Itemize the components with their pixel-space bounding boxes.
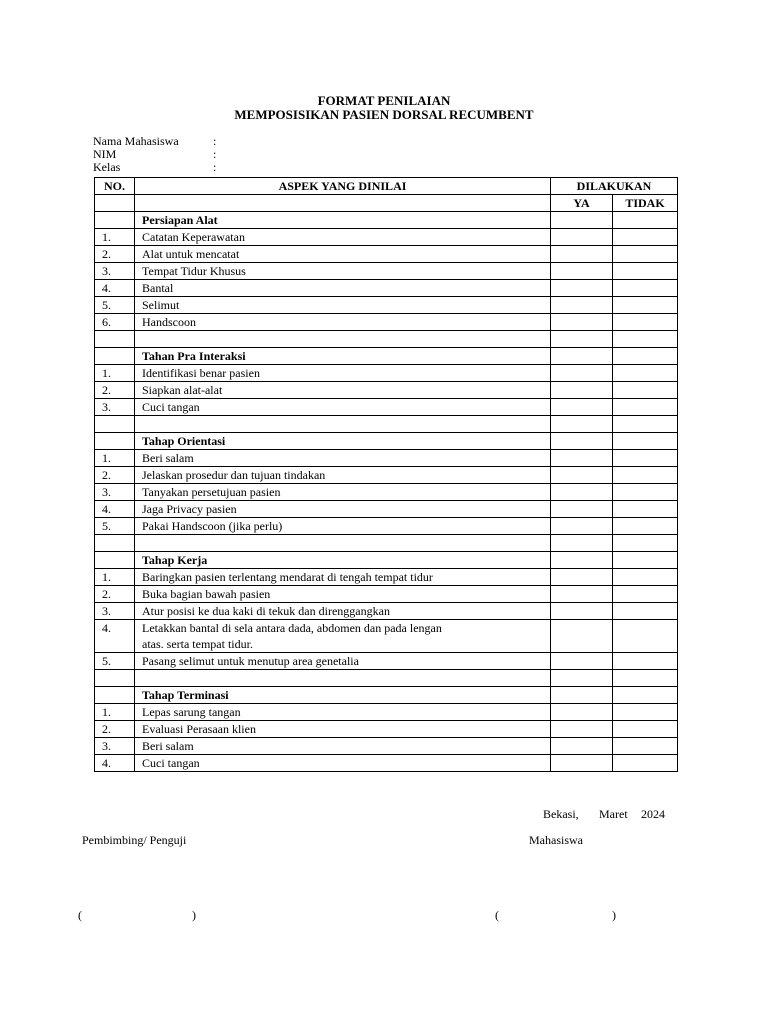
item-number: 4. bbox=[95, 501, 135, 518]
section-title-row bbox=[95, 433, 678, 450]
info-label: NIM bbox=[93, 147, 117, 161]
item-number: 2. bbox=[95, 467, 135, 484]
ya-cell[interactable] bbox=[551, 687, 613, 704]
item-number: 3. bbox=[95, 603, 135, 620]
item-aspek bbox=[135, 450, 551, 467]
table-row bbox=[95, 314, 678, 331]
item-text: Handscoon bbox=[142, 315, 196, 329]
item-aspek bbox=[135, 620, 551, 653]
item-text: Bantal bbox=[142, 281, 174, 295]
tidak-cell[interactable] bbox=[613, 263, 678, 280]
section-title-row bbox=[95, 348, 678, 365]
item-number: 1. bbox=[95, 450, 135, 467]
item-text: Alat untuk mencatat bbox=[142, 247, 240, 261]
info-label: Kelas bbox=[93, 160, 121, 174]
signature-right-open-paren: ( bbox=[495, 908, 499, 922]
table-row bbox=[95, 704, 678, 721]
item-text: Siapkan alat-alat bbox=[142, 383, 223, 397]
tidak-cell[interactable] bbox=[613, 365, 678, 382]
ya-cell[interactable] bbox=[551, 620, 613, 653]
empty-cell bbox=[95, 687, 135, 704]
empty-cell bbox=[95, 331, 135, 348]
ya-cell[interactable] bbox=[551, 704, 613, 721]
ya-cell[interactable] bbox=[551, 348, 613, 365]
spacer-row bbox=[95, 670, 678, 687]
tidak-cell[interactable] bbox=[613, 501, 678, 518]
item-number: 5. bbox=[95, 297, 135, 314]
table-row bbox=[95, 501, 678, 518]
empty-cell bbox=[135, 535, 551, 552]
table-header-row bbox=[95, 178, 678, 195]
header-aspek: ASPEK YANG DINILAI bbox=[135, 178, 551, 195]
item-number: 3. bbox=[95, 263, 135, 280]
item-text: Beri salam bbox=[142, 451, 194, 465]
ya-cell[interactable] bbox=[551, 212, 613, 229]
item-aspek bbox=[135, 653, 551, 670]
header-dilakukan: DILAKUKAN bbox=[551, 178, 678, 195]
tidak-cell[interactable] bbox=[613, 246, 678, 263]
tidak-cell[interactable] bbox=[613, 433, 678, 450]
item-aspek bbox=[135, 755, 551, 772]
tidak-cell[interactable] bbox=[613, 314, 678, 331]
item-aspek bbox=[135, 263, 551, 280]
ya-cell[interactable] bbox=[551, 586, 613, 603]
table-row bbox=[95, 721, 678, 738]
ya-cell[interactable] bbox=[551, 314, 613, 331]
item-text: Cuci tangan bbox=[142, 400, 200, 414]
item-text: Cuci tangan bbox=[142, 756, 200, 770]
item-aspek bbox=[135, 297, 551, 314]
item-number: 1. bbox=[95, 704, 135, 721]
item-aspek bbox=[135, 382, 551, 399]
section-title-row bbox=[95, 212, 678, 229]
tidak-cell[interactable] bbox=[613, 450, 678, 467]
signature-left-role: Pembimbing/ Penguji bbox=[82, 833, 187, 847]
ya-cell[interactable] bbox=[551, 552, 613, 569]
table-row bbox=[95, 620, 678, 653]
item-text: Beri salam bbox=[142, 739, 194, 753]
item-aspek bbox=[135, 314, 551, 331]
tidak-cell[interactable] bbox=[613, 348, 678, 365]
tidak-cell[interactable] bbox=[613, 297, 678, 314]
empty-cell bbox=[551, 331, 613, 348]
tidak-cell[interactable] bbox=[613, 755, 678, 772]
item-text: Selimut bbox=[142, 298, 180, 312]
table-row bbox=[95, 297, 678, 314]
item-text: Catatan Keperawatan bbox=[142, 230, 245, 244]
signature-left-close-paren: ) bbox=[192, 908, 196, 922]
item-text: Tanyakan persetujuan pasien bbox=[142, 485, 281, 499]
spacer-row bbox=[95, 416, 678, 433]
item-aspek bbox=[135, 484, 551, 501]
form-subtitle: MEMPOSISIKAN PASIEN DORSAL RECUMBENT bbox=[234, 107, 534, 122]
item-number: 5. bbox=[95, 518, 135, 535]
empty-cell bbox=[613, 535, 678, 552]
empty-cell bbox=[135, 416, 551, 433]
empty-cell bbox=[95, 552, 135, 569]
item-aspek bbox=[135, 365, 551, 382]
tidak-cell[interactable] bbox=[613, 569, 678, 586]
ya-cell[interactable] bbox=[551, 518, 613, 535]
item-aspek bbox=[135, 704, 551, 721]
item-text: Evaluasi Perasaan klien bbox=[142, 722, 256, 736]
section-title: Tahap Terminasi bbox=[135, 687, 551, 704]
tidak-cell[interactable] bbox=[613, 687, 678, 704]
tidak-cell[interactable] bbox=[613, 484, 678, 501]
subheader-aspek-blank bbox=[135, 195, 551, 212]
item-text: Identifikasi benar pasien bbox=[142, 366, 260, 380]
table-row bbox=[95, 569, 678, 586]
item-text: Baringkan pasien terlentang mendarat di tengah tempat tidur bbox=[142, 570, 433, 584]
tidak-cell[interactable] bbox=[613, 399, 678, 416]
ya-cell[interactable] bbox=[551, 229, 613, 246]
item-number: 1. bbox=[95, 229, 135, 246]
table-row bbox=[95, 382, 678, 399]
item-number: 1. bbox=[95, 569, 135, 586]
assessment-table bbox=[94, 177, 678, 772]
item-aspek bbox=[135, 501, 551, 518]
ya-cell[interactable] bbox=[551, 365, 613, 382]
tidak-cell[interactable] bbox=[613, 721, 678, 738]
item-aspek bbox=[135, 569, 551, 586]
ya-cell[interactable] bbox=[551, 467, 613, 484]
tidak-cell[interactable] bbox=[613, 467, 678, 484]
tidak-cell[interactable] bbox=[613, 620, 678, 653]
item-text: Tempat Tidur Khusus bbox=[142, 264, 246, 278]
tidak-cell[interactable] bbox=[613, 552, 678, 569]
empty-cell bbox=[135, 670, 551, 687]
section-title: Persiapan Alat bbox=[135, 212, 551, 229]
table-row bbox=[95, 399, 678, 416]
item-number: 1. bbox=[95, 365, 135, 382]
table-row bbox=[95, 518, 678, 535]
info-separator: : bbox=[213, 147, 217, 161]
ya-cell[interactable] bbox=[551, 738, 613, 755]
ya-cell[interactable] bbox=[551, 484, 613, 501]
empty-cell bbox=[613, 670, 678, 687]
empty-cell bbox=[551, 535, 613, 552]
subheader-no-blank bbox=[95, 195, 135, 212]
tidak-cell[interactable] bbox=[613, 586, 678, 603]
item-number: 2. bbox=[95, 246, 135, 263]
item-aspek bbox=[135, 738, 551, 755]
header-ya: YA bbox=[551, 195, 613, 212]
tidak-cell[interactable] bbox=[613, 738, 678, 755]
section-title: Tahap Kerja bbox=[135, 552, 551, 569]
item-text: Lepas sarung tangan bbox=[142, 705, 241, 719]
item-number: 5. bbox=[95, 653, 135, 670]
info-label: Nama Mahasiswa bbox=[93, 134, 179, 148]
item-text: Letakkan bantal di sela antara dada, abdomen dan pada lengan bbox=[142, 621, 442, 635]
tidak-cell[interactable] bbox=[613, 653, 678, 670]
empty-cell bbox=[551, 670, 613, 687]
tidak-cell[interactable] bbox=[613, 603, 678, 620]
table-subheader-row bbox=[95, 195, 678, 212]
table-row bbox=[95, 280, 678, 297]
ya-cell[interactable] bbox=[551, 280, 613, 297]
table-row bbox=[95, 738, 678, 755]
item-number: 3. bbox=[95, 484, 135, 501]
empty-cell bbox=[551, 416, 613, 433]
signature-place: Bekasi, bbox=[543, 807, 579, 821]
ya-cell[interactable] bbox=[551, 721, 613, 738]
item-text: Jelaskan prosedur dan tujuan tindakan bbox=[142, 468, 326, 482]
ya-cell[interactable] bbox=[551, 569, 613, 586]
item-number: 6. bbox=[95, 314, 135, 331]
empty-cell bbox=[613, 331, 678, 348]
empty-cell bbox=[95, 433, 135, 450]
item-aspek bbox=[135, 518, 551, 535]
item-number: 2. bbox=[95, 382, 135, 399]
form-title: FORMAT PENILAIAN bbox=[317, 93, 451, 108]
empty-cell bbox=[95, 670, 135, 687]
tidak-cell[interactable] bbox=[613, 704, 678, 721]
table-row bbox=[95, 246, 678, 263]
signature-year: 2024 bbox=[641, 807, 665, 821]
table-row bbox=[95, 603, 678, 620]
tidak-cell[interactable] bbox=[613, 229, 678, 246]
ya-cell[interactable] bbox=[551, 263, 613, 280]
section-title: Tahan Pra Interaksi bbox=[135, 348, 551, 365]
table-row bbox=[95, 365, 678, 382]
info-kelas bbox=[93, 161, 216, 174]
empty-cell bbox=[95, 212, 135, 229]
table-row bbox=[95, 484, 678, 501]
ya-cell[interactable] bbox=[551, 297, 613, 314]
item-aspek bbox=[135, 467, 551, 484]
ya-cell[interactable] bbox=[551, 246, 613, 263]
section-title-row bbox=[95, 552, 678, 569]
spacer-row bbox=[95, 535, 678, 552]
empty-cell bbox=[95, 535, 135, 552]
table-row bbox=[95, 586, 678, 603]
item-text-continued: atas. serta tempat tidur. bbox=[142, 637, 253, 651]
item-number: 2. bbox=[95, 721, 135, 738]
empty-cell bbox=[613, 416, 678, 433]
section-title-row bbox=[95, 687, 678, 704]
section-title: Tahap Orientasi bbox=[135, 433, 551, 450]
item-text: Pakai Handscoon (jika perlu) bbox=[142, 519, 283, 533]
table-row bbox=[95, 263, 678, 280]
item-aspek bbox=[135, 603, 551, 620]
item-aspek bbox=[135, 721, 551, 738]
ya-cell[interactable] bbox=[551, 382, 613, 399]
table-row bbox=[95, 450, 678, 467]
empty-cell bbox=[135, 331, 551, 348]
signature-left-open-paren: ( bbox=[78, 908, 82, 922]
ya-cell[interactable] bbox=[551, 603, 613, 620]
item-aspek bbox=[135, 399, 551, 416]
item-text: Pasang selimut untuk menutup area genetalia bbox=[142, 654, 359, 668]
ya-cell[interactable] bbox=[551, 501, 613, 518]
ya-cell[interactable] bbox=[551, 653, 613, 670]
item-aspek bbox=[135, 229, 551, 246]
table-row bbox=[95, 467, 678, 484]
item-aspek bbox=[135, 246, 551, 263]
spacer-row bbox=[95, 331, 678, 348]
item-number: 4. bbox=[95, 755, 135, 772]
signature-right-role: Mahasiswa bbox=[529, 833, 583, 847]
tidak-cell[interactable] bbox=[613, 280, 678, 297]
table-row bbox=[95, 229, 678, 246]
item-text: Jaga Privacy pasien bbox=[142, 502, 237, 516]
ya-cell[interactable] bbox=[551, 399, 613, 416]
item-aspek bbox=[135, 586, 551, 603]
tidak-cell[interactable] bbox=[613, 212, 678, 229]
item-aspek bbox=[135, 280, 551, 297]
ya-cell[interactable] bbox=[551, 433, 613, 450]
signature-right-close-paren: ) bbox=[612, 908, 616, 922]
info-separator: : bbox=[213, 134, 217, 148]
tidak-cell[interactable] bbox=[613, 382, 678, 399]
empty-cell bbox=[95, 348, 135, 365]
empty-cell bbox=[95, 416, 135, 433]
item-number: 2. bbox=[95, 586, 135, 603]
ya-cell[interactable] bbox=[551, 450, 613, 467]
table-row bbox=[95, 653, 678, 670]
item-number: 4. bbox=[95, 280, 135, 297]
item-text: Buka bagian bawah pasien bbox=[142, 587, 271, 601]
ya-cell[interactable] bbox=[551, 755, 613, 772]
header-tidak: TIDAK bbox=[613, 195, 678, 212]
table-row bbox=[95, 755, 678, 772]
signature-month: Maret bbox=[599, 807, 628, 821]
item-number: 4. bbox=[95, 620, 135, 653]
item-text: Atur posisi ke dua kaki di tekuk dan direnggangkan bbox=[142, 604, 390, 618]
item-number: 3. bbox=[95, 738, 135, 755]
item-number: 3. bbox=[95, 399, 135, 416]
tidak-cell[interactable] bbox=[613, 518, 678, 535]
header-no: NO. bbox=[95, 178, 135, 195]
info-separator: : bbox=[213, 160, 217, 174]
